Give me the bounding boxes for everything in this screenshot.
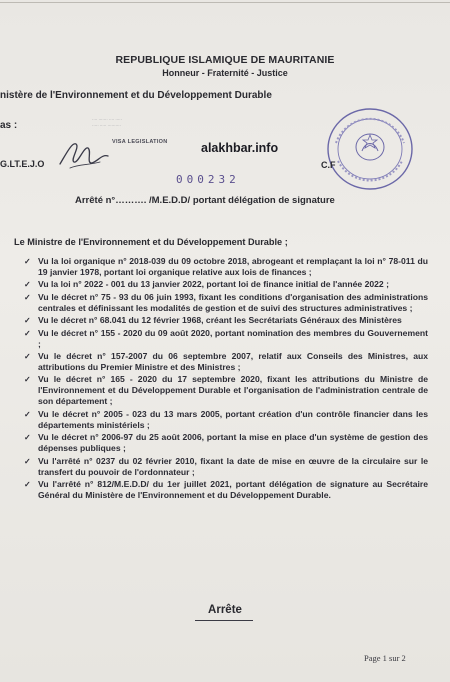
list-item: ✓ Vu la loi organique n° 2018-039 du 09 octobre 2018, abrogeant et remplaçant la loi n° 78-011 du 19 janvier 1978, portant loi organique relative aux lois de finances ; (24, 256, 428, 277)
arrete-number-stamp: 000232 (176, 173, 240, 186)
checkmark-bullet-icon: ✓ (24, 316, 31, 326)
visa-list (22, 256, 428, 502)
page-edge-divider (0, 2, 450, 3)
signature-icon (56, 134, 112, 174)
country-title: REPUBLIQUE ISLAMIQUE DE MAURITANIE (115, 54, 335, 66)
checkmark-bullet-icon: ✓ (24, 375, 31, 385)
ministry-name: nistère de l'Environnement et du Développement Durable (0, 90, 272, 101)
arrete-heading: Arrête (208, 604, 242, 616)
checkmark-bullet-icon: ✓ (24, 292, 31, 302)
cp-label: C.F (321, 160, 336, 170)
checkmark-bullet-icon: ✓ (24, 479, 31, 489)
checkmark-bullet-icon: ✓ (24, 409, 31, 419)
stamp-small-line-2: ····· ····· ·········· (92, 123, 121, 128)
checkmark-bullet-icon: ✓ (24, 433, 31, 443)
list-item: ✓ Vu le décret n° 68.041 du 12 février 1968, créant les Secrétariats Généraux des Ministères (24, 315, 402, 326)
national-motto: Honneur - Fraternité - Justice (162, 68, 288, 78)
stamp-small-line-1: ···· ······· ···· ····· (92, 117, 122, 122)
list-item: ✓ Vu le décret n° 2006-97 du 25 août 2006, portant la mise en place d'un système de gestion des dépenses publiques ; (24, 432, 428, 454)
list-item: ✓ Vu le décret n° 157-2007 du 06 septembre 2007, relatif aux Conseils des Ministres, aux attributions du Premier Ministre et des Ministres ; (24, 350, 428, 372)
list-item: ✓ Vu l'arrêté n° 0237 du 02 février 2010, fixant la date de mise en œuvre de la circulaire sur le transfert du pouvoir de l'ordonnateur ; (24, 455, 428, 477)
page-number: Page 1 sur 2 (364, 653, 406, 663)
list-item: ✓ Vu le décret n° 75 - 93 du 06 juin 1993, fixant les conditions d'organisation des administrations centrales et définissant les modalités de gestion et de suivi des structures administratives ; (24, 291, 428, 313)
list-item: ✓ Vu la loi n° 2022 - 001 du 13 janvier 2022, portant loi de finance initial de l'année 2022 ; (24, 279, 389, 290)
source-watermark: alakhbar.info (201, 141, 279, 155)
checkmark-bullet-icon: ✓ (24, 328, 31, 338)
list-item: ✓ Vu le décret n° 155 - 2020 du 09 août 2020, portant nomination des membres du Gouvernement ; (24, 327, 428, 349)
reference-code: G.LT.E.J.O (0, 159, 45, 169)
intro-line: Le Ministre de l'Environnement et du Développement Durable ; (14, 237, 288, 247)
checkmark-bullet-icon: ✓ (24, 351, 31, 361)
visas-label: as : (0, 120, 18, 131)
arrete-title: Arrêté n°………. /M.E.D.D/ portant délégation de signature (75, 195, 335, 206)
checkmark-bullet-icon: ✓ (24, 257, 31, 266)
checkmark-bullet-icon: ✓ (24, 456, 31, 466)
list-item: ✓ Vu le décret n° 2005 - 023 du 13 mars 2005, portant création d'un contrôle financier dans les départements ministériels ; (24, 408, 428, 430)
list-item: ✓ Vu le décret n° 165 - 2020 du 17 septembre 2020, fixant les attributions du Ministre de l'Environnement et du Développement Durable et l'organisation de l'administration centrale de son département ; (24, 374, 428, 407)
ministry-seal-icon (322, 103, 418, 195)
checkmark-bullet-icon: ✓ (24, 280, 31, 290)
list-item: ✓ Vu l'arrêté n° 812/M.E.D.D/ du 1er juillet 2021, portant délégation de signature au Secrétaire Général du Ministère de l'Environnement et du Développement Durable. (24, 478, 428, 500)
stamp-label: VISA LEGISLATION (112, 139, 168, 145)
heading-underline (195, 620, 253, 621)
